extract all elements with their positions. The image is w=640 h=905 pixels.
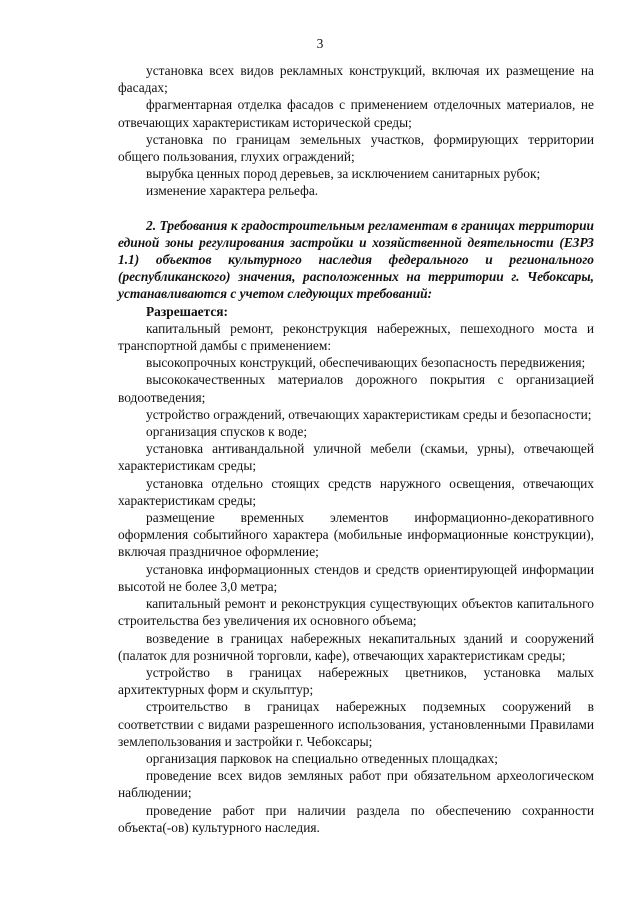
list-item: проведение всех видов земляных работ при обязательном археологическом наблюдении;	[118, 768, 594, 801]
list-item: высокопрочных конструкций, обеспечивающих безопасность передвижения;	[146, 355, 586, 371]
page-number: 3	[316, 36, 324, 51]
document-body	[118, 62, 594, 836]
list-item: установка информационных стендов и средств ориентирующей информации высотой не более 3,0 метра;	[118, 561, 594, 594]
paragraph: фрагментарная отделка фасадов с применением отделочных материалов, не отвечающих характеристикам исторической среды;	[118, 97, 594, 130]
list-item: капитальный ремонт и реконструкция существующих объектов капитального строительства без увеличения их основного объема;	[118, 596, 594, 629]
paragraph: установка по границам земельных участков, формирующих территории общего пользования, глухих ограждений;	[118, 131, 594, 165]
list-item: высококачественных материалов дорожного покрытия с организацией водоотведения;	[118, 372, 594, 405]
list-item: строительство в границах набережных подземных сооружений в соответствии с видами разрешенного использования, установленными Правилами землепользования и застройки г. Чебоксары;	[118, 699, 594, 749]
list-item: возведение в границах набережных некапитальных зданий и сооружений (палаток для розничной торговли, кафе), отвечающих характеристикам среды;	[118, 630, 594, 663]
spacer	[118, 200, 594, 217]
list-item: организация спусков к воде;	[146, 424, 308, 440]
paragraph: установка всех видов рекламных конструкций, включая их размещение на фасадах;	[118, 63, 594, 96]
paragraph: изменение характера рельефа.	[146, 183, 319, 199]
allowed-label: Разрешается:	[146, 303, 228, 319]
list-item: установка отдельно стоящих средств наружного освещения, отвечающих характеристикам среды;	[118, 475, 594, 508]
list-item: устройство в границах набережных цветников, установка малых архитектурных форм и скульптур;	[118, 664, 594, 698]
list-item: капитальный ремонт, реконструкция набережных, пешеходного моста и транспортной дамбы с применением:	[118, 320, 594, 354]
list-item: устройство ограждений, отвечающих характеристикам среды и безопасности;	[146, 406, 592, 422]
paragraph: вырубка ценных пород деревьев, за исключением санитарных рубок;	[146, 166, 541, 182]
list-item: организация парковок на специально отведенных площадках;	[146, 750, 499, 766]
list-item: проведение работ при наличии раздела по обеспечению сохранности объекта(-ов) культурного наследия.	[118, 802, 594, 835]
list-item: установка антивандальной уличной мебели (скамьи, урны), отвечающей характеристикам среды;	[118, 441, 594, 474]
list-item: размещение временных элементов информационно-декоративного оформления событийного характера (мобильные информационные конструкции), включая праздничное оформление;	[118, 510, 594, 560]
section-heading: 2. Требования к градостроительным регламентам в границах территории единой зоны регулирования застройки и хозяйственной деятельности (ЕЗРЗ 1.1) объектов культурного наследия федерального и регионального (республиканского) значения, расположенных на территории г. Чебоксары, устанавливаются с учетом следующих требований:	[118, 217, 594, 302]
